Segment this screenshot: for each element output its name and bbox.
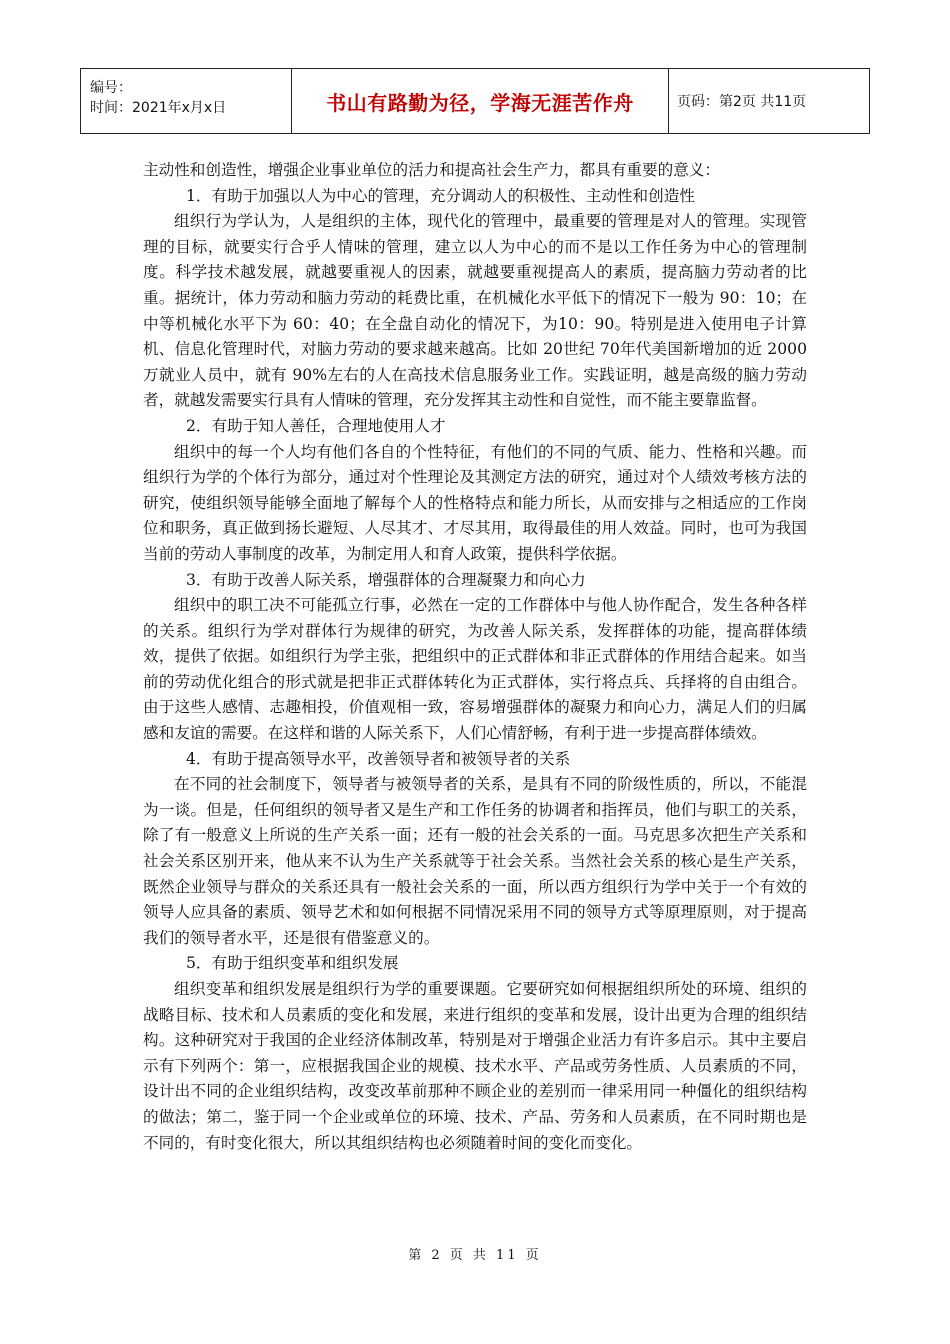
section-heading-5: 5．有助于组织变革和组织发展 bbox=[186, 954, 399, 973]
section-paragraph-3: 组织中的职工决不可能孤立行事，必然在一定的工作群体中与他人协作配合，发生各种各样的关系。组织行为学对群体行为规律的研究，为改善人际关系，发挥群体的功能，提高群体绩效，提供了依据。如组织行为学主张，把组织中的正式群体和非正式群体的作用结合起来。如当前的劳动优化组合的形式就是把非正式群体转化为正式群体，实行将点兵、兵择将的自由组合。由于这些人感情、志趣相投，价值观相一致，容易增强群体的凝聚力和向心力，满足人们的归属感和友谊的需要。在这样和谐的人际关系下，人们心情舒畅，有利于进一步提高群体绩效。 bbox=[143, 596, 807, 743]
header-motto: 书山有路勤为径，学海无涯苦作舟 bbox=[292, 69, 669, 134]
section-heading-1: 1．有助于加强以人为中心的管理，充分调动人的积极性、主动性和创造性 bbox=[186, 186, 695, 205]
paragraph-continuation: 主动性和创造性，增强企业事业单位的活力和提高社会生产力，都具有重要的意义： bbox=[143, 161, 720, 179]
page-footer: 第 2 页 共 11 页 bbox=[408, 1248, 542, 1263]
header-table bbox=[80, 68, 870, 134]
header-page-label: 页码：第2页 共11页 bbox=[669, 69, 870, 134]
document-body bbox=[143, 158, 807, 1156]
section-heading-3: 3．有助于改善人际关系，增强群体的合理凝聚力和向心力 bbox=[186, 570, 586, 589]
header-meta-cell bbox=[81, 69, 292, 134]
section-paragraph-1: 组织行为学认为，人是组织的主体，现代化的管理中，最重要的管理是对人的管理。实现管理的目标，就要实行合乎人情味的管理，建立以人为中心的而不是以工作任务为中心的管理制度。科学技术越发展，就越要重视人的因素，就越要重视提高人的素质，提高脑力劳动者的比重。据统计，体力劳动和脑力劳动的耗费比重，在机械化水平低下的情况下一般为 90：10；在中等机械化水平下为 60：40；在全盘自动化的情况下，为10：90。特别是进入使用电子计算机、信息化管理时代，对脑力劳动的要求越来越高。比如 20世纪 70年代美国新增加的近 2000万就业人员中，就有 90%左右的人在高技术信息服务业工作。实践证明，越是高级的脑力劳动者，就越发需要实行具有人情味的管理，充分发挥其主动性和自觉性，而不能主要靠监督。 bbox=[143, 212, 807, 410]
section-paragraph-5: 组织变革和组织发展是组织行为学的重要课题。它要研究如何根据组织所处的环境、组织的战略目标、技术和人员素质的变化和发展，来进行组织的变革和发展，设计出更为合理的组织结构。这种研究对于我国的企业经济体制改革，特别是对于增强企业活力有许多启示。其中主要启示有下列两个：第一，应根据我国企业的规模、技术水平、产品或劳务性质、人员素质的不同，设计出不同的企业组织结构，改变改革前那种不顾企业的差别而一律采用同一种僵化的组织结构的做法；第二，鉴于同一个企业或单位的环境、技术、产品、劳务和人员素质，在不同时期也是不同的，有时变化很大，所以其组织结构也必须随着时间的变化而变化。 bbox=[143, 980, 807, 1152]
section-heading-2: 2．有助于知人善任，合理地使用人才 bbox=[186, 416, 446, 435]
time-label: 时间：2021年x月x日 bbox=[90, 100, 227, 116]
section-paragraph-4: 在不同的社会制度下，领导者与被领导者的关系，是具有不同的阶级性质的，所以，不能混为一谈。但是，任何组织的领导者又是生产和工作任务的协调者和指挥员，他们与职工的关系，除了有一般意义上所说的生产关系一面；还有一般的社会关系的一面。马克思多次把生产关系和社会关系区别开来，他从来不认为生产关系就等于社会关系。当然社会关系的核心是生产关系，既然企业领导与群众的关系还具有一般社会关系的一面，所以西方组织行为学中关于一个有效的领导人应具备的素质、领导艺术和如何根据不同情况采用不同的领导方式等原理原则，对于提高我们的领导者水平，还是很有借鉴意义的。 bbox=[143, 775, 807, 947]
section-heading-4: 4．有助于提高领导水平，改善领导者和被领导者的关系 bbox=[186, 749, 571, 768]
number-label: 编号： bbox=[90, 80, 132, 96]
section-paragraph-2: 组织中的每一个人均有他们各自的个性特征，有他们的不同的气质、能力、性格和兴趣。而组织行为学的个体行为部分，通过对个性理论及其测定方法的研究，通过对个人绩效考核方法的研究，使组织领导能够全面地了解每个人的性格特点和能力所长，从而安排与之相适应的工作岗位和职务，真正做到扬长避短、人尽其才、才尽其用，取得最佳的用人效益。同时，也可为我国当前的劳动人事制度的改革，为制定用人和育人政策，提供科学依据。 bbox=[143, 442, 807, 563]
